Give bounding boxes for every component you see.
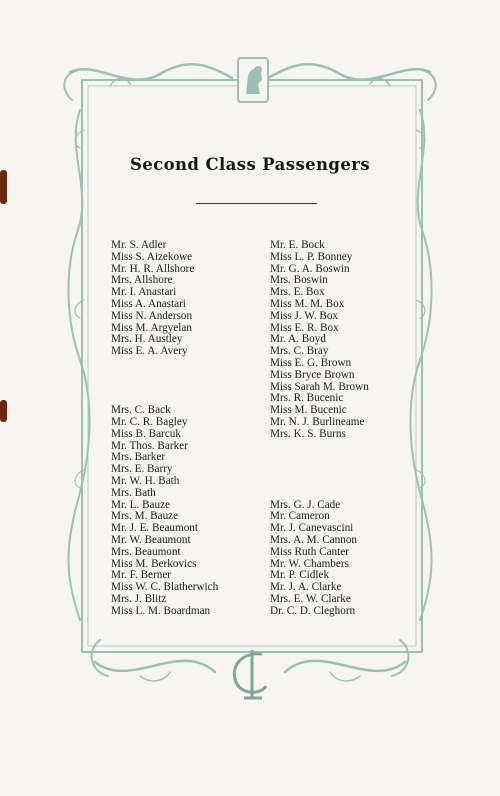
passenger-name: Mr. Thos. Barker — [111, 439, 188, 452]
passenger-name: Miss Sarah M. Brown — [270, 380, 369, 393]
list-spacer — [111, 370, 281, 382]
list-spacer — [270, 488, 440, 500]
passenger-name: Mr. J. Canevascini — [270, 522, 354, 535]
passenger-name: Mr. W. H. Bath — [111, 474, 180, 487]
passenger-name: Mr. L. Bauze — [111, 498, 171, 511]
passenger-name: Mrs. Allshore — [111, 274, 173, 287]
passenger-name: Mrs. H. Austley — [111, 333, 183, 346]
passenger-name: Mrs. J. Blitz — [111, 592, 167, 605]
passenger-name: Miss S. Aizekowe — [111, 250, 193, 263]
passenger-name: Mr. A. Boyd — [270, 333, 326, 346]
passenger-name: Mr. I. Anastari — [111, 286, 177, 299]
edge-stain — [0, 400, 7, 422]
passenger-name: Mr. W. Beaumont — [111, 533, 191, 546]
passenger-name: Mr. H. R. Allshore — [111, 262, 195, 275]
passenger-name: Mrs. Boswin — [270, 274, 328, 287]
passenger-name: Mrs. E. W. Clarke — [270, 592, 351, 605]
passenger-column-right — [270, 240, 440, 618]
passenger-name: Mr. F. Berner — [111, 569, 172, 582]
monogram-icon — [234, 650, 266, 698]
passenger-name: Mr. P. Cidlek — [270, 569, 330, 582]
lion-crest-icon — [238, 58, 268, 102]
passenger-name: Mr. N. J. Burlineame — [270, 415, 365, 428]
passenger-name: Dr. C. D. Cleghorn — [270, 604, 356, 617]
list-spacer — [111, 382, 281, 394]
list-spacer — [270, 452, 440, 464]
list-spacer — [270, 476, 440, 488]
passenger-name: Miss E. R. Box — [270, 321, 339, 334]
list-spacer — [270, 441, 440, 453]
passenger-name: Miss E. A. Avery — [111, 345, 188, 358]
passenger-name: Mr. S. Adler — [111, 239, 167, 251]
passenger-name: Miss B. Barcuk — [111, 427, 181, 440]
passenger-name: Mrs. K. S. Burns — [270, 427, 346, 440]
passenger-name: Miss L. M. Boardman — [111, 604, 211, 617]
passenger-name: Miss L. P. Bonney — [270, 250, 353, 263]
passenger-name: Mr. J. A. Clarke — [270, 581, 342, 594]
passenger-name: Mrs. C. Bray — [270, 345, 329, 358]
edge-stain — [0, 170, 7, 204]
passenger-name: Mrs. A. M. Cannon — [270, 533, 358, 546]
passenger-name: Mr. C. R. Bagley — [111, 415, 188, 428]
page-title: Second Class Passengers — [129, 155, 371, 174]
passenger-name: Miss N. Anderson — [111, 309, 193, 322]
list-spacer — [111, 358, 281, 370]
passenger-name: Mr. J. E. Beaumont — [111, 522, 199, 535]
passenger-name: Mrs. E. Barry — [111, 463, 173, 476]
passenger-name: Mr. E. Bock — [270, 239, 325, 251]
passenger-name: Miss Ruth Canter — [270, 545, 349, 558]
passenger-name: Miss A. Anastari — [111, 297, 186, 310]
passenger-name: Miss E. G. Brown — [270, 356, 352, 369]
passenger-name: Mrs. M. Bauze — [111, 510, 179, 523]
passenger-name: Mrs. Bath — [111, 486, 156, 499]
passenger-name: Miss M. Berkovics — [111, 557, 197, 570]
passenger-name: Miss Bryce Brown — [270, 368, 355, 381]
passenger-column-left — [111, 240, 281, 618]
passenger-name: Mr. Cameron — [270, 510, 330, 523]
passenger-name: Miss M. M. Box — [270, 297, 345, 310]
passenger-name: Mr. W. Chambers — [270, 557, 349, 570]
passenger-name: Mrs. E. Box — [270, 286, 325, 299]
list-spacer — [270, 464, 440, 476]
passenger-name: Mrs. G. J. Cade — [270, 498, 341, 511]
passenger-name: Mrs. C. Back — [111, 404, 171, 417]
passenger-name: Mrs. Beaumont — [111, 545, 181, 558]
passenger-name: Miss M. Bucenic — [270, 404, 347, 417]
title-divider — [196, 203, 317, 204]
passenger-name: Miss M. Argyelan — [111, 321, 192, 334]
passenger-name: Mr. G. A. Boswin — [270, 262, 350, 275]
passenger-name: Mrs. R. Bucenic — [270, 392, 344, 405]
passenger-name: Miss W. C. Blatherwich — [111, 581, 219, 594]
passenger-name: Miss J. W. Box — [270, 309, 339, 322]
passenger-name: Mrs. Barker — [111, 451, 166, 464]
